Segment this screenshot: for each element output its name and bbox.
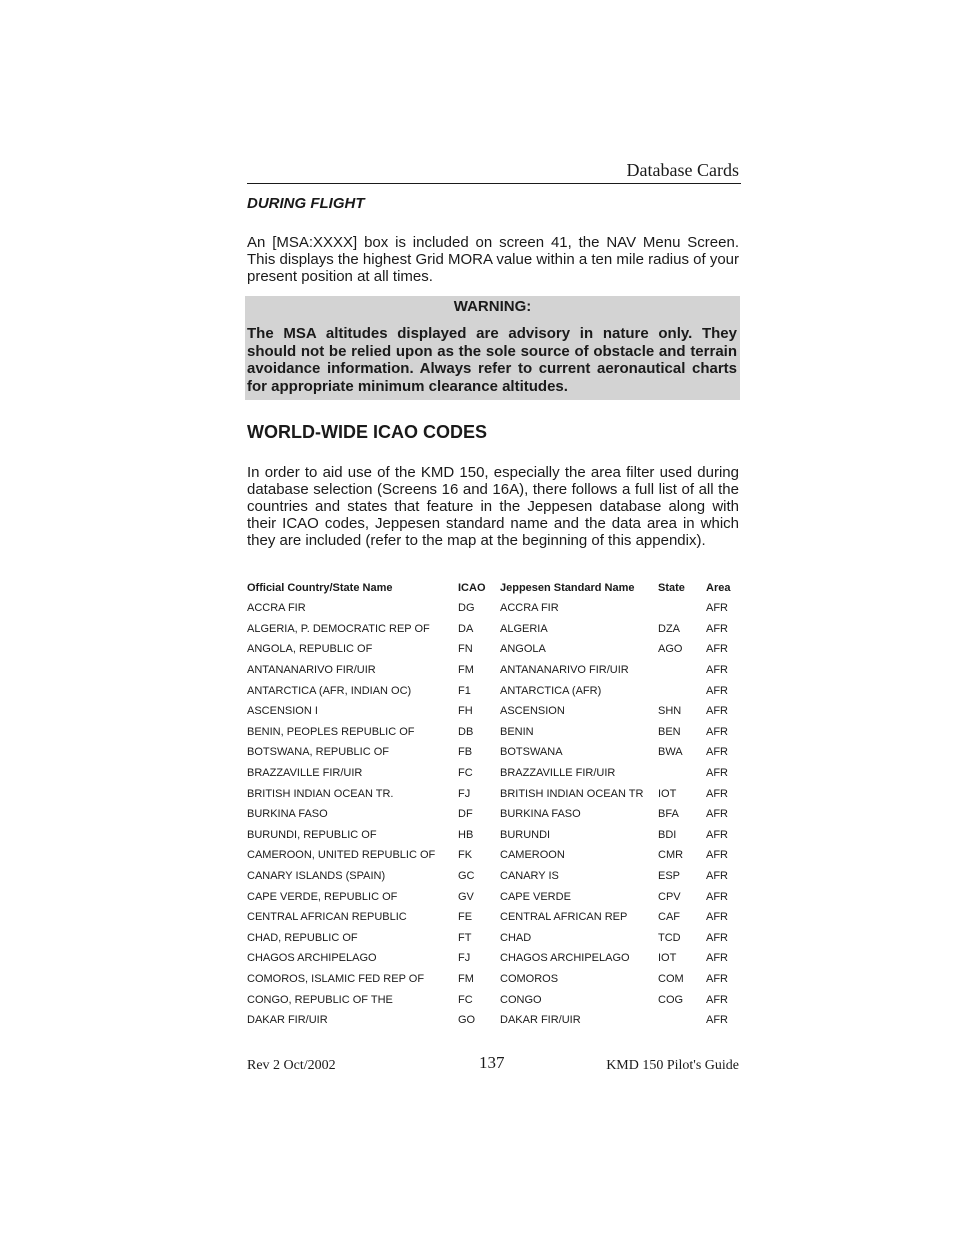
cell-area: AFR bbox=[706, 746, 728, 759]
icao-section-paragraph: In order to aid use of the KMD 150, especially the area filter used during database selection (Screens 16 and 16A), there follows a full list of all the countries and states that feature in the Jeppesen database along with their ICAO codes, Jeppesen standard name and the data area in which they are included (refer to the map at the beginning of this appendix). bbox=[247, 464, 739, 549]
cell-official-name: BENIN, PEOPLES REPUBLIC OF bbox=[247, 725, 415, 738]
cell-state bbox=[658, 660, 706, 681]
table-row bbox=[247, 639, 741, 660]
cell-official-name: ANTANANARIVO FIR/UIR bbox=[247, 664, 376, 677]
table-row bbox=[247, 680, 741, 701]
cell-state: COM bbox=[658, 972, 684, 985]
cell-state: CPV bbox=[658, 890, 681, 903]
cell-official-name: CAPE VERDE, REPUBLIC OF bbox=[247, 890, 398, 903]
cell-area: AFR bbox=[706, 828, 728, 841]
cell-jeppesen-name: CAMEROON bbox=[500, 849, 565, 862]
cell-area: AFR bbox=[706, 911, 728, 924]
column-header-icao: ICAO bbox=[458, 582, 486, 594]
cell-state: IOT bbox=[658, 787, 677, 800]
cell-state: SHN bbox=[658, 705, 682, 718]
cell-state: DZA bbox=[658, 622, 680, 635]
table-row bbox=[247, 804, 741, 825]
cell-official-name: ALGERIA, P. DEMOCRATIC REP OF bbox=[247, 622, 430, 635]
cell-icao: GO bbox=[458, 1014, 476, 1027]
cell-icao: HB bbox=[458, 828, 474, 841]
cell-jeppesen-name: CAPE VERDE bbox=[500, 890, 571, 903]
icao-codes-table bbox=[247, 578, 741, 1030]
running-header-title: Database Cards bbox=[626, 160, 739, 180]
cell-area: AFR bbox=[706, 643, 728, 656]
cell-area: AFR bbox=[706, 664, 728, 677]
column-header-jeppesen-name: Jeppesen Standard Name bbox=[500, 582, 635, 594]
cell-jeppesen-name: BOTSWANA bbox=[500, 746, 563, 759]
column-header-official-name: Official Country/State Name bbox=[247, 582, 393, 594]
cell-official-name: CAMEROON, UNITED REPUBLIC OF bbox=[247, 849, 436, 862]
table-row bbox=[247, 783, 741, 804]
cell-jeppesen-name: ANTANANARIVO FIR/UIR bbox=[500, 664, 629, 677]
cell-area: AFR bbox=[706, 602, 728, 615]
cell-icao: FT bbox=[458, 931, 472, 944]
table-row bbox=[247, 1010, 741, 1031]
table-row bbox=[247, 660, 741, 681]
cell-official-name: BOTSWANA, REPUBLIC OF bbox=[247, 746, 390, 759]
cell-jeppesen-name: CONGO bbox=[500, 993, 542, 1006]
table-row bbox=[247, 619, 741, 640]
table-row bbox=[247, 845, 741, 866]
cell-icao: DF bbox=[458, 808, 473, 821]
cell-jeppesen-name: BRITISH INDIAN OCEAN TR bbox=[500, 787, 644, 800]
cell-area: AFR bbox=[706, 952, 728, 965]
cell-state: AGO bbox=[658, 643, 683, 656]
cell-jeppesen-name: CENTRAL AFRICAN REP bbox=[500, 911, 628, 924]
cell-state bbox=[658, 1010, 706, 1031]
cell-state: BWA bbox=[658, 746, 683, 759]
cell-jeppesen-name: ANTARCTICA (AFR) bbox=[500, 684, 602, 697]
cell-jeppesen-name: CHAGOS ARCHIPELAGO bbox=[500, 952, 630, 965]
cell-state: BDI bbox=[658, 828, 677, 841]
cell-icao: FN bbox=[458, 643, 473, 656]
cell-icao: F1 bbox=[458, 684, 471, 697]
icao-section-heading: WORLD-WIDE ICAO CODES bbox=[247, 422, 487, 442]
cell-official-name: BURKINA FASO bbox=[247, 808, 328, 821]
table-row bbox=[247, 825, 741, 846]
cell-icao: GC bbox=[458, 870, 475, 883]
footer-guide-title: KMD 150 Pilot's Guide bbox=[606, 1058, 739, 1073]
cell-area: AFR bbox=[706, 787, 728, 800]
cell-icao: DB bbox=[458, 725, 474, 738]
cell-area: AFR bbox=[706, 725, 728, 738]
table-row bbox=[247, 886, 741, 907]
table-header-row bbox=[247, 578, 741, 598]
cell-state: COG bbox=[658, 993, 684, 1006]
footer-revision: Rev 2 Oct/2002 bbox=[247, 1058, 336, 1073]
cell-area: AFR bbox=[706, 1014, 728, 1027]
cell-official-name: ANGOLA, REPUBLIC OF bbox=[247, 643, 373, 656]
cell-icao: GV bbox=[458, 890, 474, 903]
cell-official-name: ANTARCTICA (AFR, INDIAN OC) bbox=[247, 684, 412, 697]
header-divider bbox=[247, 183, 741, 184]
warning-box bbox=[245, 296, 740, 400]
cell-state: CAF bbox=[658, 911, 680, 924]
cell-state: IOT bbox=[658, 952, 677, 965]
table-row bbox=[247, 722, 741, 743]
cell-official-name: BURUNDI, REPUBLIC OF bbox=[247, 828, 377, 841]
cell-jeppesen-name: ANGOLA bbox=[500, 643, 546, 656]
table-row bbox=[247, 742, 741, 763]
cell-icao: FE bbox=[458, 911, 473, 924]
cell-icao: FM bbox=[458, 664, 474, 677]
cell-official-name: ASCENSION I bbox=[247, 705, 318, 718]
cell-icao: FJ bbox=[458, 952, 471, 965]
table-row bbox=[247, 928, 741, 949]
cell-area: AFR bbox=[706, 705, 728, 718]
cell-icao: FJ bbox=[458, 787, 471, 800]
cell-jeppesen-name: COMOROS bbox=[500, 972, 559, 985]
cell-jeppesen-name: CHAD bbox=[500, 931, 532, 944]
table-body bbox=[247, 598, 741, 1030]
cell-icao: FB bbox=[458, 746, 473, 759]
cell-jeppesen-name: BRAZZAVILLE FIR/UIR bbox=[500, 767, 616, 780]
table-row bbox=[247, 969, 741, 990]
cell-icao: FC bbox=[458, 993, 473, 1006]
cell-area: AFR bbox=[706, 622, 728, 635]
table-row bbox=[247, 763, 741, 784]
cell-area: AFR bbox=[706, 684, 728, 697]
cell-state: CMR bbox=[658, 849, 684, 862]
cell-icao: FM bbox=[458, 972, 474, 985]
cell-jeppesen-name: ACCRA FIR bbox=[500, 602, 559, 615]
during-flight-paragraph: An [MSA:XXXX] box is included on screen 41, the NAV Menu Screen. This displays the highest Grid MORA value within a ten mile radius of your present position at all times. bbox=[247, 234, 739, 285]
table-row bbox=[247, 866, 741, 887]
warning-text: The MSA altitudes displayed are advisory in nature only. They should not be relied upon as the sole source of obstacle and terrain avoidance information. Always refer to current aeronautical charts for appropriate minimum clearance altitudes. bbox=[247, 325, 737, 395]
cell-area: AFR bbox=[706, 808, 728, 821]
cell-official-name: CANARY ISLANDS (SPAIN) bbox=[247, 870, 386, 883]
cell-official-name: BRAZZAVILLE FIR/UIR bbox=[247, 767, 363, 780]
footer-page-number: 137 bbox=[479, 1053, 505, 1072]
cell-area: AFR bbox=[706, 849, 728, 862]
cell-official-name: COMOROS, ISLAMIC FED REP OF bbox=[247, 972, 425, 985]
cell-state: BEN bbox=[658, 725, 681, 738]
cell-icao: FC bbox=[458, 767, 473, 780]
cell-state bbox=[658, 680, 706, 701]
cell-jeppesen-name: CANARY IS bbox=[500, 870, 559, 883]
cell-icao: FH bbox=[458, 705, 473, 718]
table-row bbox=[247, 989, 741, 1010]
table-row bbox=[247, 907, 741, 928]
cell-area: AFR bbox=[706, 767, 728, 780]
table-row bbox=[247, 948, 741, 969]
cell-state bbox=[658, 763, 706, 784]
cell-icao: FK bbox=[458, 849, 473, 862]
cell-official-name: CHAD, REPUBLIC OF bbox=[247, 931, 358, 944]
cell-area: AFR bbox=[706, 931, 728, 944]
cell-jeppesen-name: DAKAR FIR/UIR bbox=[500, 1014, 581, 1027]
during-flight-label: DURING FLIGHT bbox=[247, 195, 365, 212]
warning-title: WARNING: bbox=[453, 298, 532, 315]
cell-jeppesen-name: BURUNDI bbox=[500, 828, 551, 841]
table-row bbox=[247, 701, 741, 722]
column-header-area: Area bbox=[706, 582, 731, 594]
cell-jeppesen-name: ALGERIA bbox=[500, 622, 548, 635]
cell-area: AFR bbox=[706, 870, 728, 883]
cell-official-name: DAKAR FIR/UIR bbox=[247, 1014, 328, 1027]
cell-jeppesen-name: BURKINA FASO bbox=[500, 808, 581, 821]
cell-area: AFR bbox=[706, 993, 728, 1006]
cell-state bbox=[658, 598, 706, 619]
cell-state: TCD bbox=[658, 931, 681, 944]
cell-state: BFA bbox=[658, 808, 679, 821]
cell-icao: DA bbox=[458, 622, 474, 635]
cell-official-name: CONGO, REPUBLIC OF THE bbox=[247, 993, 393, 1006]
cell-official-name: CENTRAL AFRICAN REPUBLIC bbox=[247, 911, 407, 924]
cell-area: AFR bbox=[706, 890, 728, 903]
cell-state: ESP bbox=[658, 870, 681, 883]
cell-official-name: BRITISH INDIAN OCEAN TR. bbox=[247, 787, 394, 800]
column-header-state: State bbox=[658, 582, 685, 594]
cell-area: AFR bbox=[706, 972, 728, 985]
cell-official-name: ACCRA FIR bbox=[247, 602, 306, 615]
cell-jeppesen-name: BENIN bbox=[500, 725, 534, 738]
cell-official-name: CHAGOS ARCHIPELAGO bbox=[247, 952, 377, 965]
cell-icao: DG bbox=[458, 602, 475, 615]
cell-jeppesen-name: ASCENSION bbox=[500, 705, 565, 718]
table-row bbox=[247, 598, 741, 619]
